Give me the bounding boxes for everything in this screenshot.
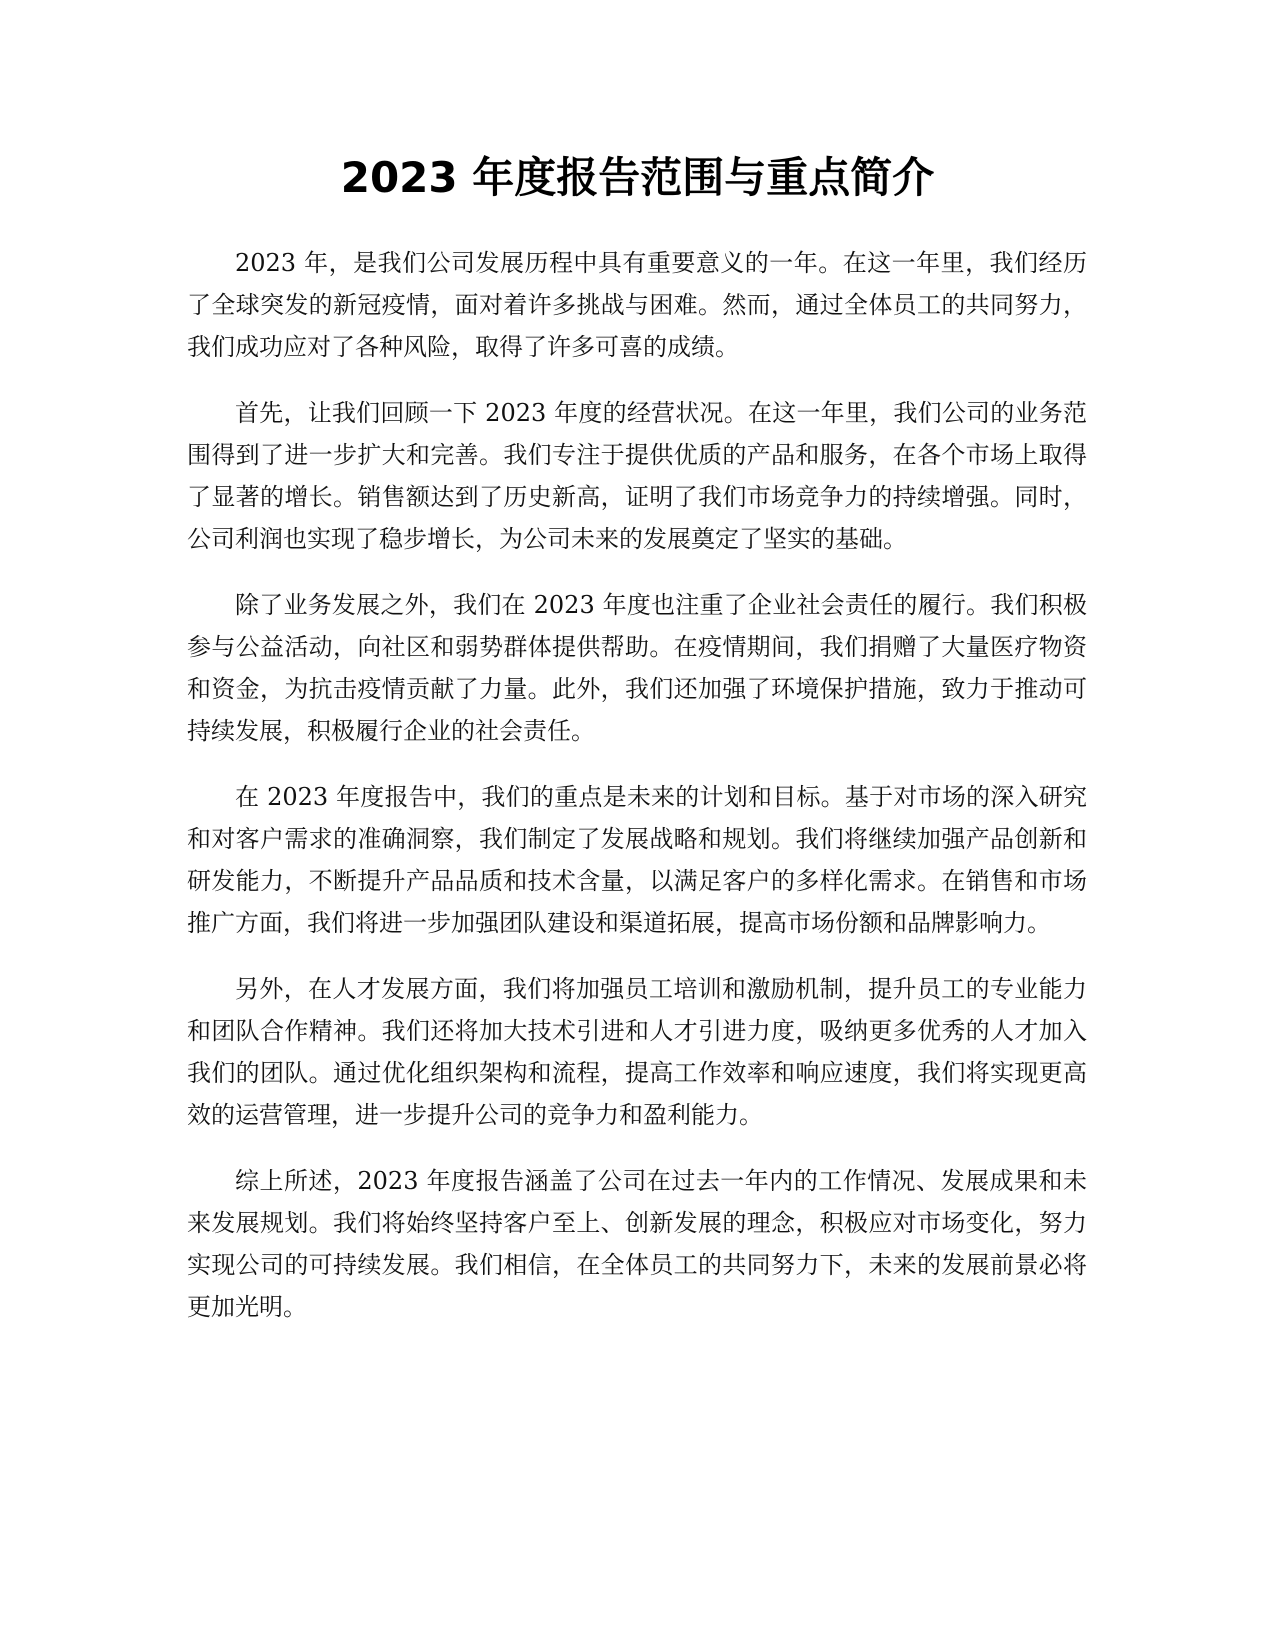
paragraph-1: 2023 年，是我们公司发展历程中具有重要意义的一年。在这一年里，我们经历了全球突发的新冠疫情，面对着许多挑战与困难。然而，通过全体员工的共同努力，我们成功应对了各种风险，取得了许多可喜的成绩。 bbox=[187, 249, 1087, 361]
paragraph-5: 另外，在人才发展方面，我们将加强员工培训和激励机制，提升员工的专业能力和团队合作精神。我们还将加大技术引进和人才引进力度，吸纳更多优秀的人才加入我们的团队。通过优化组织架构和流程，提高工作效率和响应速度，我们将实现更高效的运营管理，进一步提升公司的竞争力和盈利能力。 bbox=[187, 975, 1087, 1129]
paragraph-4: 在 2023 年度报告中，我们的重点是未来的计划和目标。基于对市场的深入研究和对客户需求的准确洞察，我们制定了发展战略和规划。我们将继续加强产品创新和研发能力，不断提升产品品质和技术含量，以满足客户的多样化需求。在销售和市场推广方面，我们将进一步加强团队建设和渠道拓展，提高市场份额和品牌影响力。 bbox=[187, 783, 1087, 937]
document-title: 2023 年度报告范围与重点简介 bbox=[340, 153, 935, 202]
paragraph-3: 除了业务发展之外，我们在 2023 年度也注重了企业社会责任的履行。我们积极参与公益活动，向社区和弱势群体提供帮助。在疫情期间，我们捐赠了大量医疗物资和资金，为抗击疫情贡献了力量。此外，我们还加强了环境保护措施，致力于推动可持续发展，积极履行企业的社会责任。 bbox=[187, 591, 1087, 745]
document-body bbox=[187, 242, 1087, 1352]
paragraph-2: 首先，让我们回顾一下 2023 年度的经营状况。在这一年里，我们公司的业务范围得到了进一步扩大和完善。我们专注于提供优质的产品和服务，在各个市场上取得了显著的增长。销售额达到了历史新高，证明了我们市场竞争力的持续增强。同时，公司利润也实现了稳步增长，为公司未来的发展奠定了坚实的基础。 bbox=[187, 399, 1087, 553]
paragraph-6: 综上所述，2023 年度报告涵盖了公司在过去一年内的工作情况、发展成果和未来发展规划。我们将始终坚持客户至上、创新发展的理念，积极应对市场变化，努力实现公司的可持续发展。我们相信，在全体员工的共同努力下，未来的发展前景必将更加光明。 bbox=[187, 1167, 1087, 1321]
